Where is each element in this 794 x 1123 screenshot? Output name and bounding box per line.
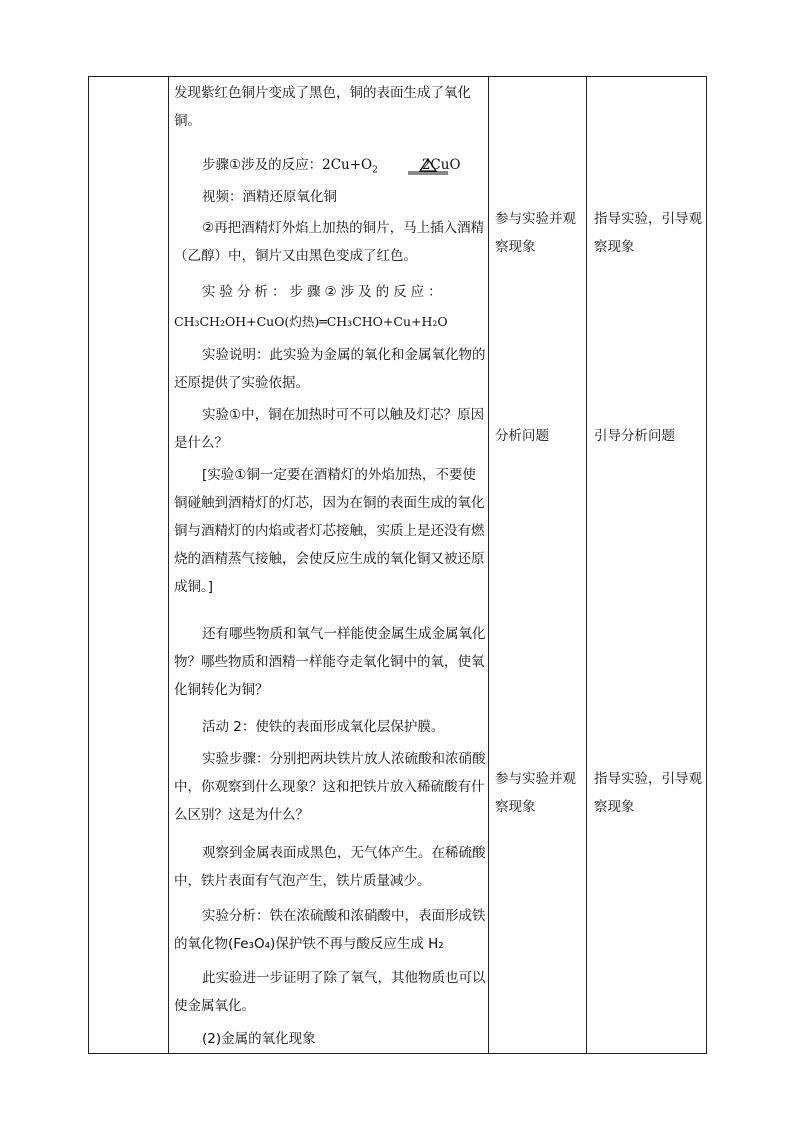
paragraph-observed: 观察到金属表面成黑色，无气体产生。在稀硫酸中，铁片表面有气泡产生，铁片质量减少。 xyxy=(174,845,486,889)
paragraph-analysis-iron: 实验分析：铁在浓硫酸和浓硝酸中，表面形成铁的氧化物(Fe₃O₄)保护铁不再与酸反应生成 H₂ xyxy=(174,908,486,952)
products: 2CuO xyxy=(421,157,461,173)
paragraph-activity-2: 活动 2：使铁的表面形成氧化层保护膜。 xyxy=(202,719,445,735)
paragraph-observation: 发现紫红色铜片变成了黑色，铜的表面生成了氧化铜。 xyxy=(174,85,471,129)
heat-triangle-icon xyxy=(378,157,422,175)
student-activity-3: 参与实验并观察现象 xyxy=(495,771,576,815)
paragraph-answer: [实验①铜一定要在酒精灯的外焰加热，不要使铜碰触到酒精灯的灯芯，因为在铜的表面生成的氧化铜与酒精灯的内焰或者灯芯接触，实质上是还没有燃烧的酒精蒸气接触，会使反应生成的氧化铜又被还原成铜。] xyxy=(174,467,485,595)
paragraph-question: 实验①中，铜在加热时可不可以触及灯芯？原因是什么？ xyxy=(174,407,485,451)
teaching-content-column xyxy=(170,77,488,1053)
teacher-activity-3: 指导实验，引导观察现象 xyxy=(594,771,702,815)
reaction-label: 步骤①涉及的反应： xyxy=(202,157,323,173)
student-activity-2: 分析问题 xyxy=(495,428,549,444)
paragraph-further-question: 还有哪些物质和氧气一样能使金属生成金属氧化物？哪些物质和酒精一样能夺走氧化铜中的氧，使氧化铜转化为铜？ xyxy=(174,626,486,698)
reaction-formula-2: CH₃CH₂OH+CuO(灼热)═CH₃CHO+Cu+H₂O xyxy=(174,314,448,329)
paragraph-video: 视频：酒精还原氧化铜 xyxy=(202,189,337,205)
paragraph-explanation: 实验说明：此实验为金属的氧化和金属氧化物的还原提供了实验依据。 xyxy=(174,347,486,391)
paragraph-conclusion: 此实验进一步证明了除了氧气，其他物质也可以使金属氧化。 xyxy=(174,970,486,1014)
student-activity-1: 参与实验并观察现象 xyxy=(495,211,576,255)
paragraph-section-heading: (2)金属的氧化现象 xyxy=(202,1031,316,1047)
teacher-activity-2: 引导分析问题 xyxy=(594,428,675,444)
column-divider xyxy=(168,77,169,1053)
paragraph-analysis-label: 实验分析：步骤②涉及的反应： xyxy=(202,284,446,300)
paragraph-step-2: ②再把酒精灯外焰上加热的铜片，马上插入酒精（乙醇）中，铜片又由黑色变成了红色。 xyxy=(174,220,485,264)
reactants: 2Cu+O xyxy=(322,157,373,173)
paragraph-reaction-1 xyxy=(174,151,486,185)
column-divider xyxy=(488,77,489,1053)
teacher-activity-1: 指导实验，引导观察现象 xyxy=(594,211,702,255)
lesson-table xyxy=(88,76,707,1054)
subscript: 2 xyxy=(372,165,378,176)
paragraph-experiment-steps: 实验步骤：分别把两块铁片放人浓硫酸和浓硝酸中，你观察到什么现象？这和把铁片放入稀硫酸有什么区别？这是为什么？ xyxy=(174,751,486,823)
reaction-formula-1 xyxy=(322,157,461,176)
